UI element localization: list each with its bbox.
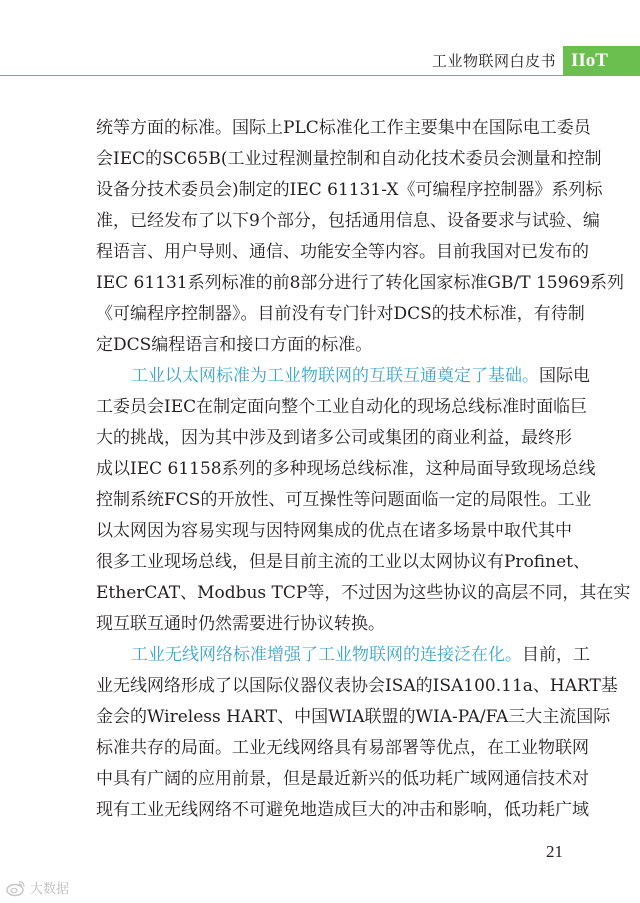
paragraph-industrial-wireless xyxy=(96,640,618,826)
text-line: 设备分技术委员会)制定的IEC 61131-X《可编程序控制器》系列标 xyxy=(96,180,603,200)
text-line: 现互联互通时仍然需要进行协议转换。 xyxy=(96,614,385,634)
text-line: 《可编程序控制器》。目前没有专门针对DCS的技术标准，有待制 xyxy=(96,304,585,324)
text-line: 标准共存的局面。工业无线网络具有易部署等优点，在工业物联网 xyxy=(96,738,589,758)
page-number: 21 xyxy=(546,842,563,861)
text-line: 成以IEC 61158系列的多种现场总线标准，这种局面导致现场总线 xyxy=(96,459,596,479)
text-line: 大的挑战，因为其中涉及到诸多公司或集团的商业利益，最终形 xyxy=(96,428,572,448)
text-line: 统等方面的标准。国际上PLC标准化工作主要集中在国际电工委员 xyxy=(96,118,591,138)
text-line: 中具有广阔的应用前景，但是最近新兴的低功耗广域网通信技术对 xyxy=(96,769,589,789)
body-text xyxy=(96,113,631,826)
text-line: IEC 61131系列标准的前8部分进行了转化国家标准GB/T 15969系列 xyxy=(96,273,625,293)
text-line: 定DCS编程语言和接口方面的标准。 xyxy=(96,335,373,355)
line-continuation: 目前，工 xyxy=(522,645,590,665)
text-line: 控制系统FCS的开放性、可互操性等问题面临一定的局限性。工业 xyxy=(96,490,592,510)
text-line xyxy=(96,361,590,392)
watermark xyxy=(6,878,69,897)
text-line: 以太网因为容易实现与因特网集成的优点在诸多场景中取代其中 xyxy=(96,521,572,541)
text-line: 工委员会IEC在制定面向整个工业自动化的现场总线标准时面临巨 xyxy=(96,397,588,417)
highlight-sentence: 工业以太网标准为工业物联网的互联互通奠定了基础。 xyxy=(131,366,539,386)
paragraph-industrial-ethernet xyxy=(96,361,631,640)
book-title: 工业物联网白皮书 xyxy=(431,52,556,70)
text-line: 准，已经发布了以下9个部分，包括通用信息、设备要求与试验、编 xyxy=(96,211,600,231)
paragraph-plc-standards xyxy=(96,113,625,361)
watermark-text: 大数据 xyxy=(30,881,70,896)
text-line: 很多工业现场总线，但是目前主流的工业以太网协议有Profinet、 xyxy=(96,552,590,572)
highlight-sentence: 工业无线网络标准增强了工业物联网的连接泛在化。 xyxy=(131,645,522,665)
iiot-badge: IIoT xyxy=(563,46,640,76)
text-line xyxy=(96,640,590,671)
text-line: 业无线网络形成了以国际仪器仪表协会ISA的ISA100.11a、HART基 xyxy=(96,676,618,696)
line-continuation: 国际电 xyxy=(539,366,590,386)
text-line: 会IEC的SC65B(工业过程测量控制和自动化技术委员会测量和控制 xyxy=(96,149,602,169)
text-line: EtherCAT、Modbus TCP等，不过因为这些协议的高层不同，其在实 xyxy=(96,583,631,603)
text-line: 现有工业无线网络不可避免地造成巨大的冲击和影响，低功耗广域 xyxy=(96,800,589,820)
weibo-icon xyxy=(6,879,26,897)
text-line: 程语言、用户导则、通信、功能安全等内容。目前我国对已发布的 xyxy=(96,242,589,262)
text-line: 金会的Wireless HART、中国WIA联盟的WIA-PA/FA三大主流国际 xyxy=(96,707,611,727)
header-rule xyxy=(0,75,640,76)
